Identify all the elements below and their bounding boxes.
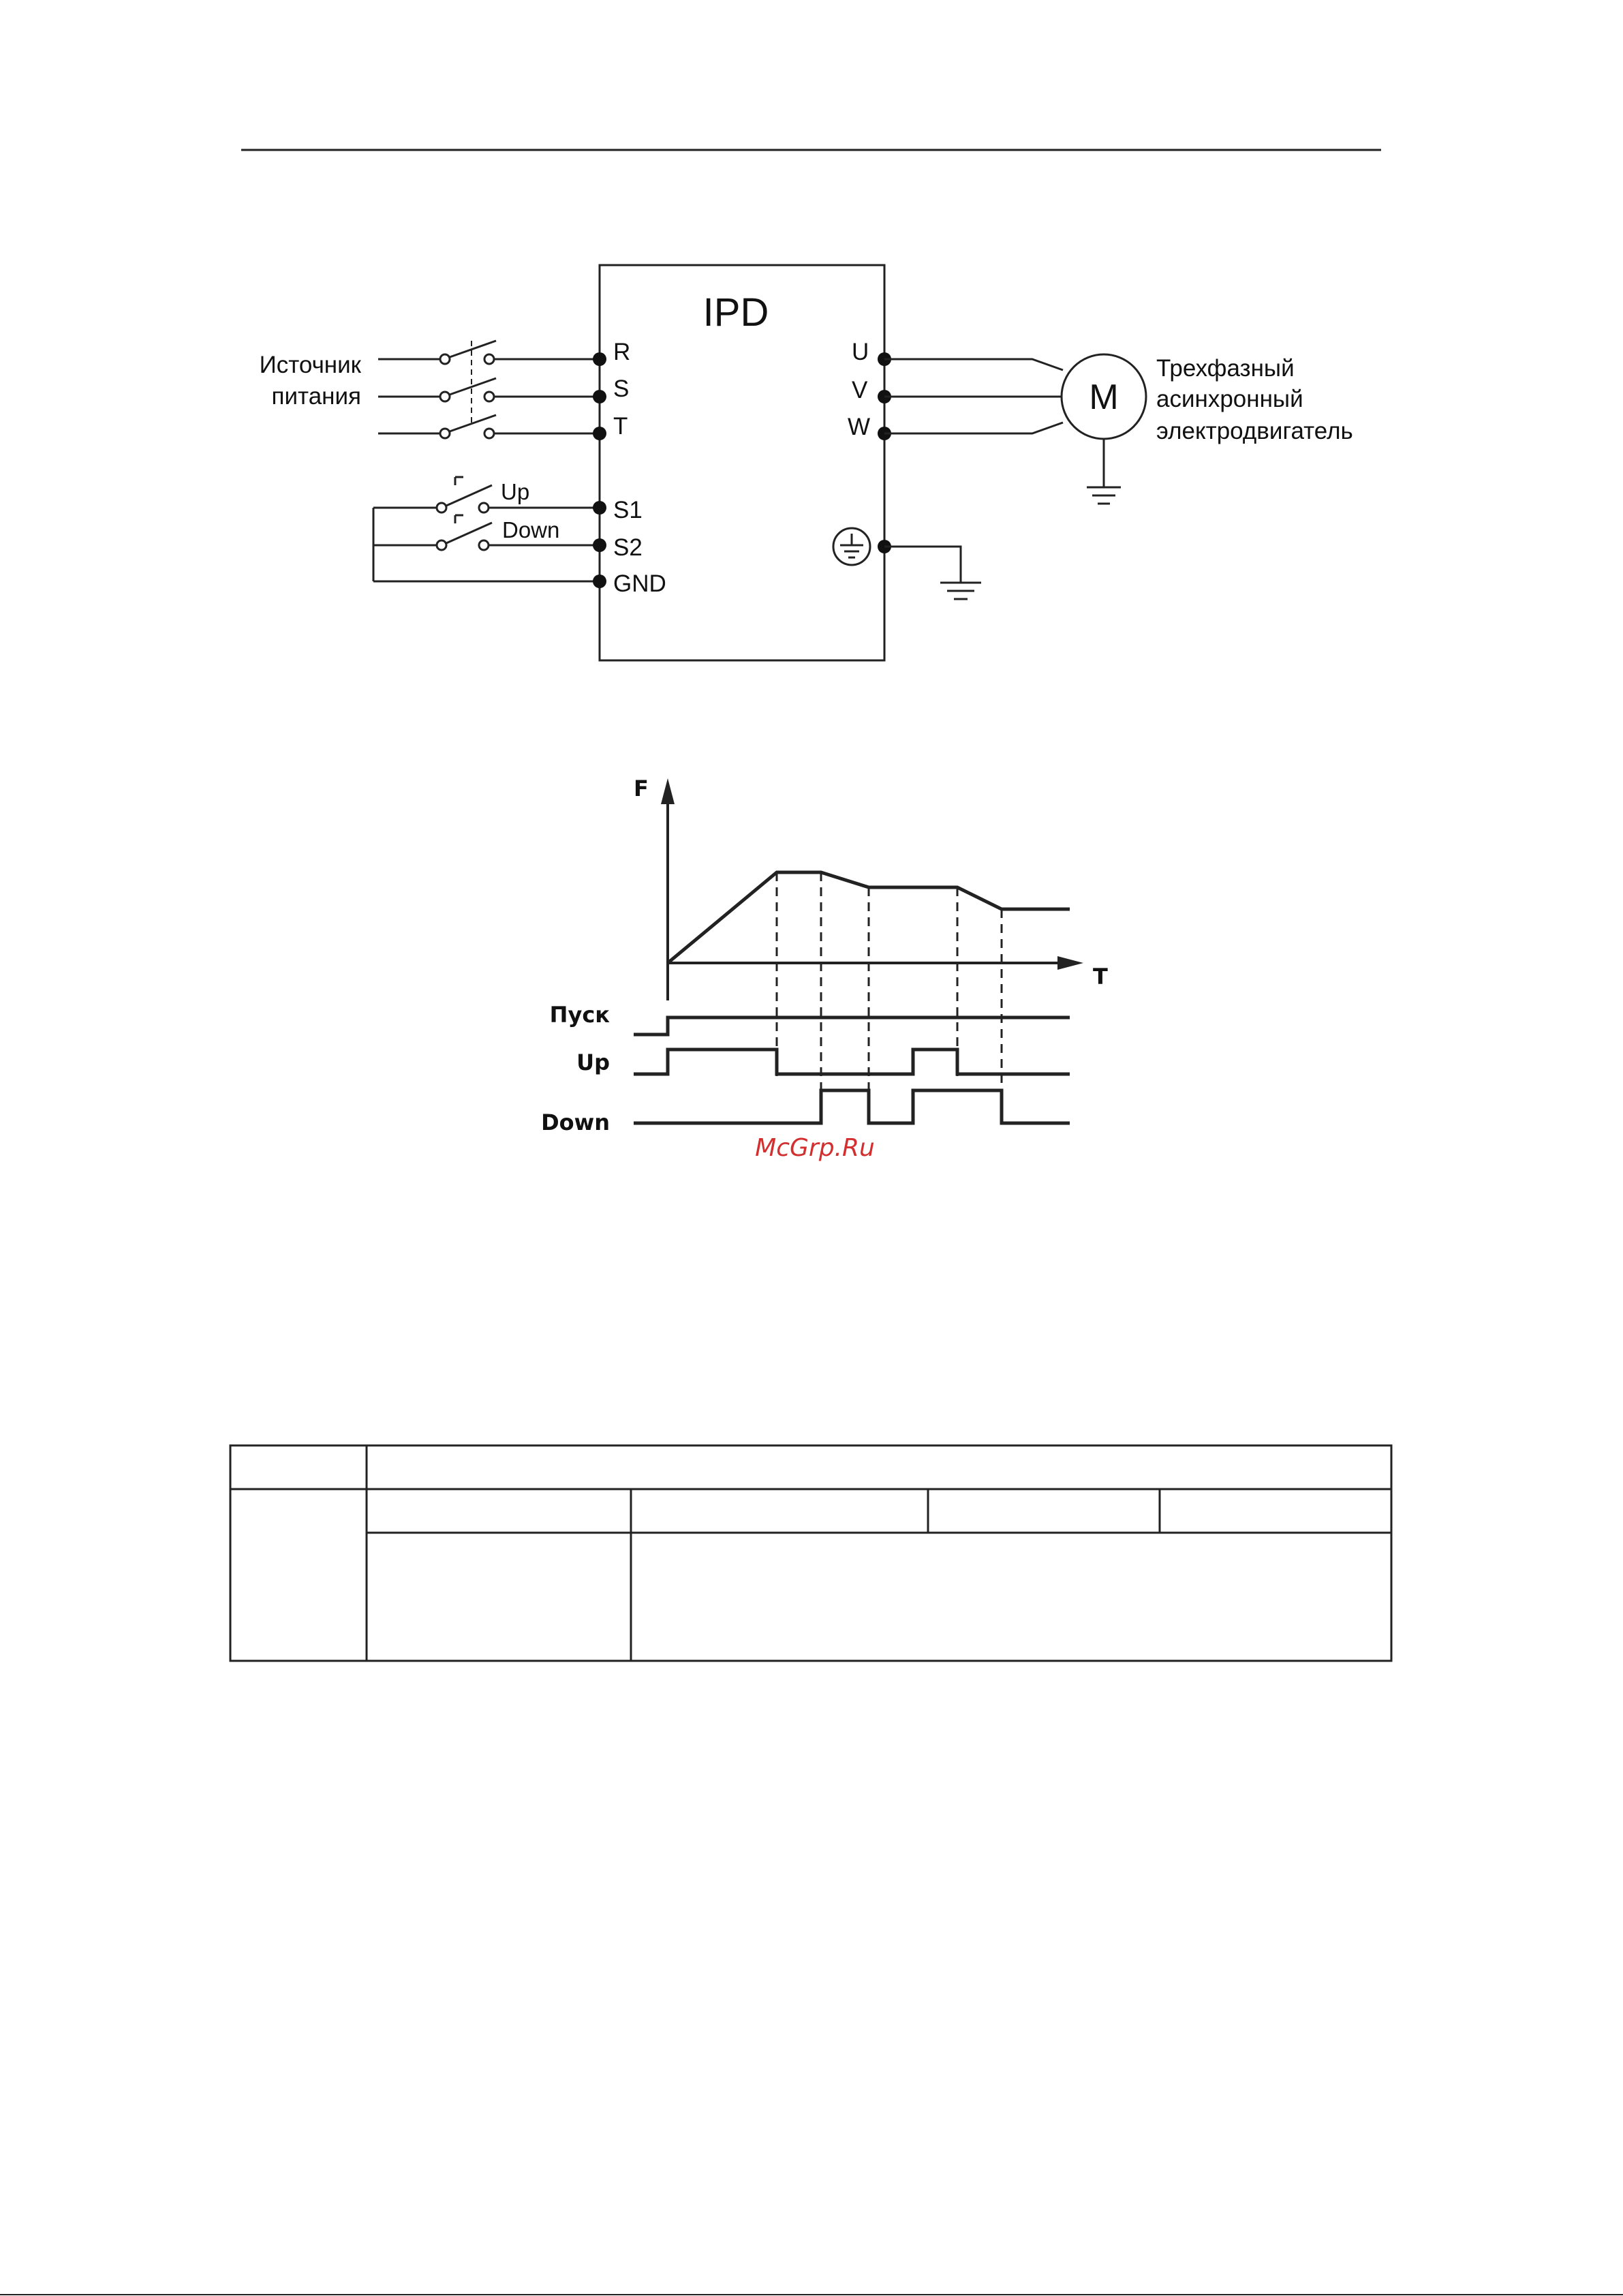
terminal-r-label: R bbox=[613, 339, 631, 365]
f-axis-arrow-icon bbox=[661, 778, 675, 804]
motor-wiring bbox=[884, 354, 1146, 504]
terminal-s1-dot bbox=[593, 501, 606, 515]
t-axis-arrow-icon bbox=[1057, 956, 1083, 970]
ipd-label: IPD bbox=[702, 290, 769, 335]
control-line-s2 bbox=[373, 515, 606, 552]
up-waveform bbox=[634, 1050, 1070, 1074]
motor-label-1: Трехфазный bbox=[1156, 355, 1295, 382]
power-source-label-1: Источник bbox=[259, 352, 361, 378]
switch-down-label: Down bbox=[502, 517, 560, 542]
motor-symbol: M bbox=[1089, 378, 1119, 417]
signal-down-label: Down bbox=[541, 1109, 610, 1135]
start-waveform bbox=[634, 1017, 1070, 1035]
terminal-t-label: T bbox=[613, 413, 628, 440]
terminal-u-label: U bbox=[852, 339, 869, 365]
motor-label-3: электродвигатель bbox=[1156, 418, 1353, 444]
pe-ground-icon bbox=[884, 547, 981, 599]
table-grid bbox=[230, 1445, 1391, 1661]
input-line-s bbox=[378, 378, 606, 403]
down-waveform bbox=[634, 1090, 1070, 1123]
terminal-gnd-label: GND bbox=[613, 570, 666, 597]
terminal-s2-dot bbox=[593, 538, 606, 552]
control-line-s1 bbox=[373, 477, 606, 515]
wiring-diagram bbox=[260, 265, 1353, 660]
control-line-gnd bbox=[373, 508, 606, 588]
terminal-s-label: S bbox=[613, 376, 630, 402]
time-markers bbox=[777, 872, 1002, 1090]
input-line-t bbox=[378, 415, 606, 440]
watermark: McGrp.Ru bbox=[755, 1134, 875, 1162]
terminal-w-label: W bbox=[848, 414, 871, 440]
input-line-r bbox=[378, 341, 606, 366]
timing-diagram bbox=[541, 776, 1108, 1135]
terminal-t-dot bbox=[593, 427, 606, 440]
terminal-r-dot bbox=[593, 352, 606, 366]
terminal-v-label: V bbox=[852, 377, 868, 403]
motor-label-2: асинхронный bbox=[1156, 386, 1303, 412]
terminal-s-dot bbox=[593, 390, 606, 403]
axis-f-label: F bbox=[634, 776, 649, 801]
axis-t-label: T bbox=[1093, 964, 1108, 990]
signal-start-label: Пуск bbox=[549, 1002, 610, 1028]
terminal-gnd-dot bbox=[593, 575, 606, 588]
power-source-label-2: питания bbox=[271, 383, 361, 410]
terminal-s1-label: S1 bbox=[613, 497, 643, 523]
terminal-s2-label: S2 bbox=[613, 534, 643, 561]
earth-icon bbox=[833, 528, 870, 565]
signal-up-label: Up bbox=[576, 1050, 610, 1075]
switch-up-label: Up bbox=[501, 479, 530, 504]
table-border bbox=[230, 1445, 1391, 1661]
